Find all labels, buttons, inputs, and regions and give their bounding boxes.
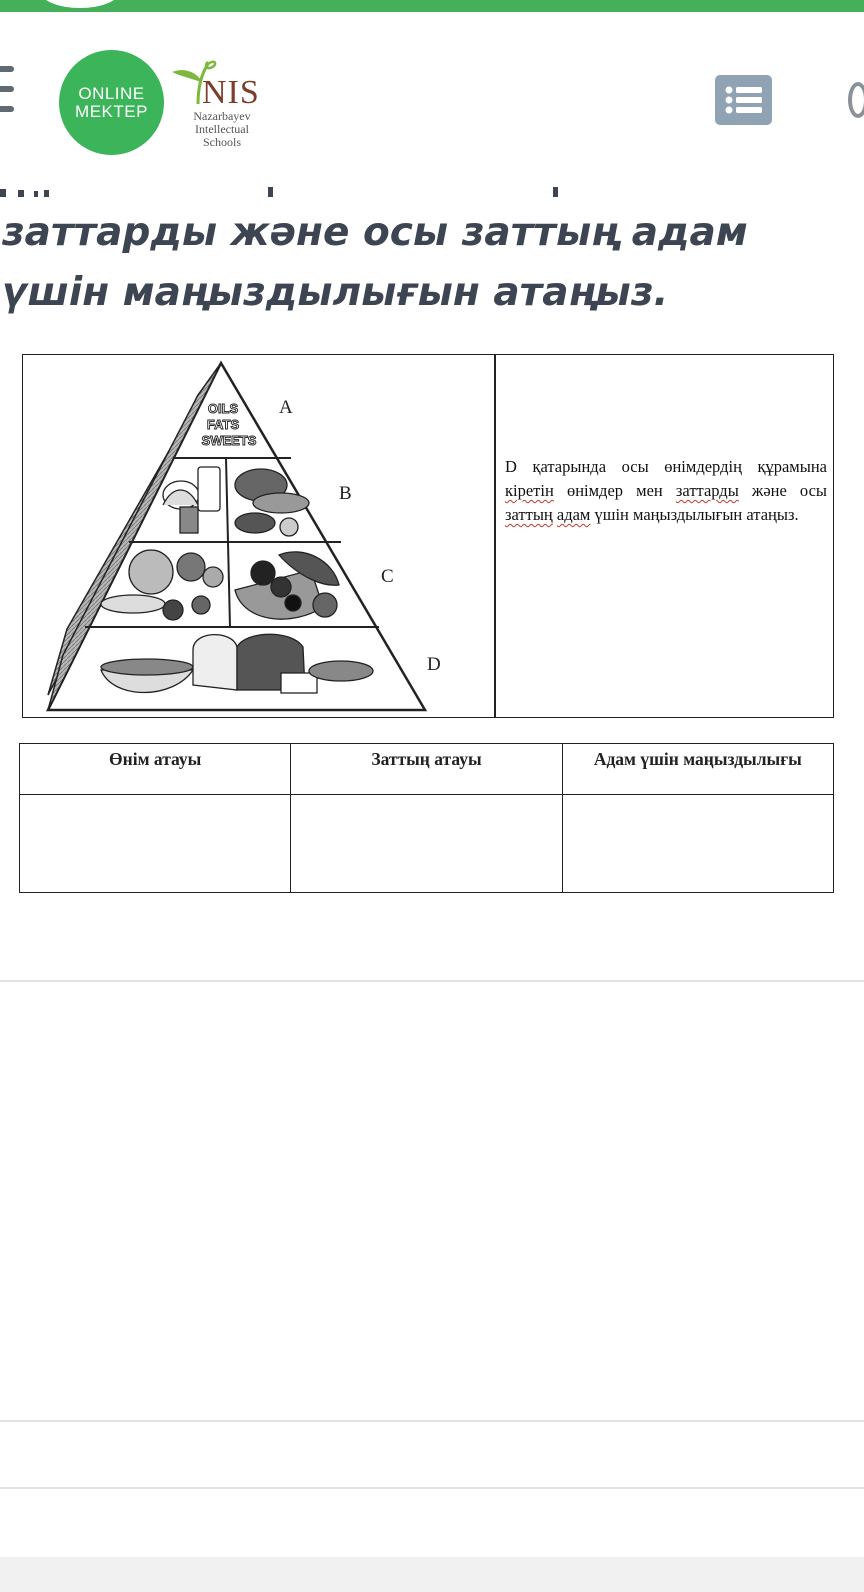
divider (0, 1420, 864, 1422)
nis-subtitle-line: Intellectual (195, 122, 249, 136)
column-header-importance: Адам үшін маңыздылығы (562, 744, 833, 795)
divider (0, 980, 864, 982)
nis-subtitle-line: Nazarbayev (193, 109, 251, 123)
list-icon (725, 85, 763, 115)
nis-wordmark: NIS (202, 74, 260, 111)
brand-line-2: MEKTEP (75, 101, 148, 121)
table-row (20, 795, 834, 893)
column-header-product: Өнім атауы (20, 744, 291, 795)
pyramid-top-word: SWEETS (201, 433, 257, 448)
clipped-text-remnant (0, 181, 600, 197)
level-label: A (279, 397, 293, 418)
answer-table (19, 743, 834, 893)
task-instruction (505, 455, 827, 527)
table-header-row (20, 744, 834, 795)
table-cell (20, 795, 291, 893)
table-cell (291, 795, 562, 893)
task-text-part: және осы (738, 481, 828, 500)
bottom-strip (0, 1557, 864, 1592)
task-text-part: D қатарында осы өнімдердің құрамына (505, 457, 827, 476)
task-text-part-underlined: адам (556, 505, 591, 524)
level-label: D (427, 654, 441, 675)
pyramid-top-word: OILS (207, 401, 239, 416)
edge-icon[interactable] (848, 82, 864, 118)
brand-line-1: ONLINE (78, 83, 145, 103)
task-divider (494, 355, 496, 717)
divider (0, 1487, 864, 1489)
task-text-part: үшін маңыздылығын атаңыз. (590, 505, 799, 524)
question-line: заттарды және осы заттың адам (2, 210, 748, 255)
task-text-part-underlined: заттың (505, 505, 553, 524)
online-mektep-logo[interactable] (59, 50, 164, 155)
level-label: B (339, 483, 352, 504)
question-text (2, 203, 862, 323)
task-text-part-underlined: кіретін (505, 481, 554, 500)
top-bar-arc (40, 0, 120, 8)
food-pyramid (23, 355, 493, 717)
task-text-part: өнімдер мен (553, 481, 676, 500)
nis-subtitle (178, 110, 266, 149)
clipped-text-marks (0, 181, 600, 197)
question-line: үшін маңыздылығын атаңыз. (2, 270, 669, 315)
table-cell (562, 795, 833, 893)
task-image (22, 354, 834, 718)
nis-subtitle-line: Schools (202, 135, 241, 149)
top-bar (0, 0, 864, 12)
menu-icon[interactable] (0, 66, 14, 126)
level-label: C (381, 566, 394, 587)
column-header-substance: Заттың атауы (291, 744, 562, 795)
pyramid-top-word: FATS (206, 417, 240, 432)
contents-button[interactable] (715, 75, 772, 125)
task-text-part-underlined: заттарды (675, 481, 739, 500)
